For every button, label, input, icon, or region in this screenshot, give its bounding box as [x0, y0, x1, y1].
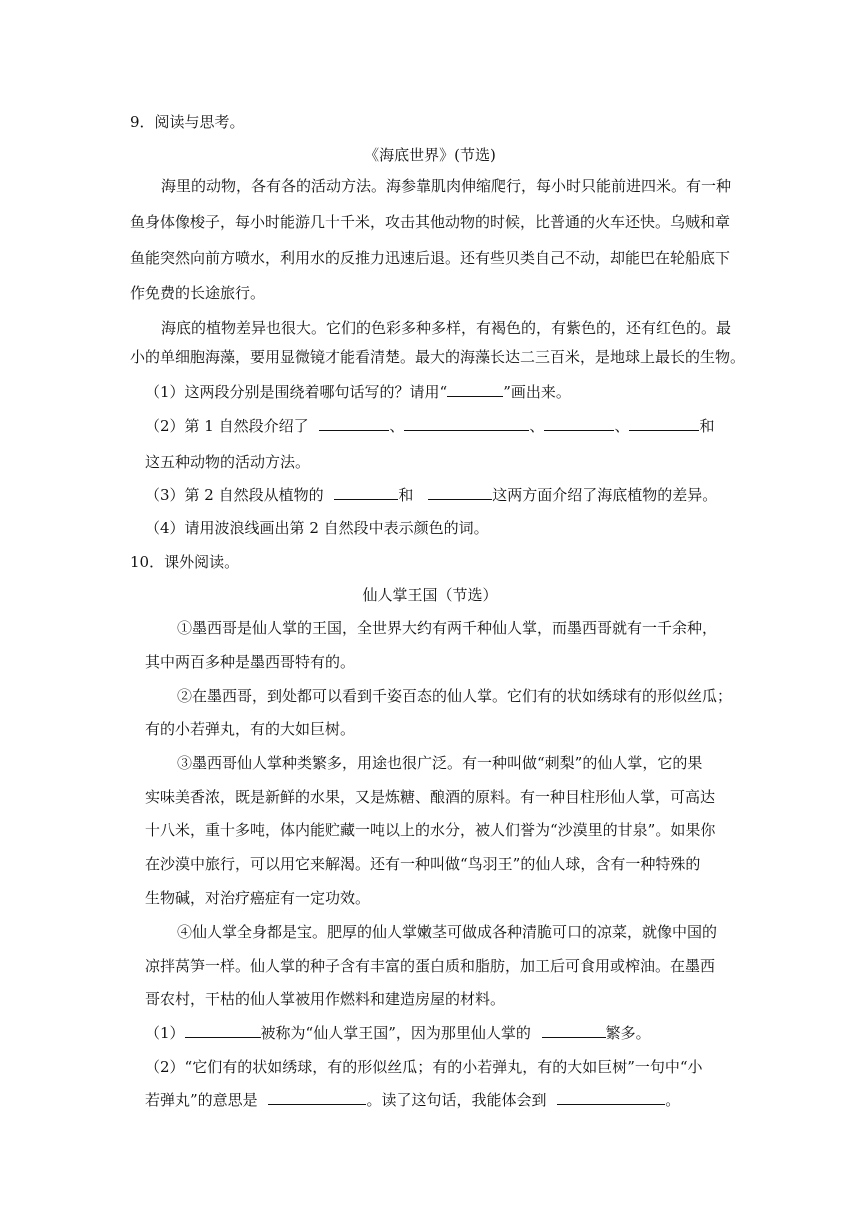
- q10-p2-line: 有的小若弹丸，有的大如巨树。: [145, 720, 356, 738]
- answer-blank[interactable]: [268, 1090, 366, 1105]
- q10-p4-line: 哥农村，干枯的仙人掌被用作燃料和建造房屋的材料。: [145, 990, 506, 1008]
- q10-p2-line: ②在墨西哥，到处都可以看到千姿百态的仙人掌。它们有的状如绣球有的形似丝瓜；: [177, 687, 733, 705]
- q10-sub2-cont: 若弹丸”的意思是 。读了这句话，我能体会到 。: [145, 1091, 681, 1109]
- q10-p3-line: 生物碱，对治疗癌症有一定功效。: [145, 889, 371, 907]
- answer-blank[interactable]: [185, 1023, 261, 1038]
- q9-p1-line: 海里的动物，各有各的活动方法。海参靠肌肉伸缩爬行，每小时只能前进四米。有一种: [161, 177, 732, 195]
- q10-heading: 10．课外阅读。: [130, 553, 240, 571]
- q10-p3-line: 十八米，重十多吨，体内能贮藏一吨以上的水分，被人们誉为“沙漠里的甘泉”。如果你: [145, 821, 716, 839]
- q10-p3-line: 在沙漠中旅行，可以用它来解渴。还有一种叫做“鸟羽王”的仙人球，含有一种特殊的: [145, 855, 701, 873]
- q10-p1-line: 其中两百多种是墨西哥特有的。: [145, 653, 356, 671]
- q10-sub1: （1） 被称为“仙人掌王国”，因为那里仙人掌的 繁多。: [145, 1024, 651, 1042]
- answer-blank[interactable]: [447, 382, 503, 397]
- q9-p2-line: 海底的植物差异也很大。它们的色彩多种多样，有褐色的，有紫色的，还有红色的。最: [161, 319, 732, 337]
- q9-sub2-cont: 这五种动物的活动方法。: [145, 453, 311, 471]
- q9-p1-line: 鱼能突然向前方喷水，利用水的反推力迅速后退。还有些贝类自己不动，却能巴在轮船底下: [130, 249, 731, 267]
- answer-blank[interactable]: [428, 485, 492, 500]
- q9-p2-line: 小的单细胞海藻，要用显微镜才能看清楚。最大的海藻长达二三百米，是地球上最长的生物。: [130, 348, 746, 366]
- q10-passage-title: 仙人掌王国（节选）: [362, 586, 498, 604]
- answer-blank[interactable]: [557, 1090, 665, 1105]
- q10-sub2: （2）“它们有的状如绣球，有的形似丝瓜；有的小若弹丸，有的大如巨树”一句中“小: [145, 1058, 703, 1076]
- answer-blank[interactable]: [542, 1023, 606, 1038]
- q10-p4-line: ④仙人掌全身都是宝。肥厚的仙人掌嫩茎可做成各种清脆可口的凉菜，就像中国的: [177, 923, 718, 941]
- q9-sub2: （2）第 1 自然段介绍了 、 、 、 和: [145, 417, 715, 435]
- q10-p1-line: ①墨西哥是仙人掌的王国，全世界大约有两千种仙人掌，而墨西哥就有一千余种，: [177, 619, 718, 637]
- q10-p4-line: 凉拌莴笋一样。仙人掌的种子含有丰富的蛋白质和脂肪，加工后可食用或榨油。在墨西: [145, 957, 716, 975]
- answer-blank[interactable]: [334, 485, 398, 500]
- q9-sub3: （3）第 2 自然段从植物的 和 这两方面介绍了海底植物的差异。: [145, 486, 718, 504]
- q9-passage-title: 《海底世界》(节选): [364, 146, 496, 164]
- q9-heading: 9．阅读与思考。: [130, 113, 245, 131]
- q10-p3-line: ③墨西哥仙人掌种类繁多，用途也很广泛。有一种叫做“刺梨”的仙人掌，它的果: [177, 754, 703, 772]
- q9-sub4: （4）请用波浪线画出第 2 自然段中表示颜色的词。: [145, 519, 489, 537]
- answer-blank[interactable]: [629, 416, 699, 431]
- answer-blank[interactable]: [544, 416, 614, 431]
- answer-blank[interactable]: [404, 416, 529, 431]
- q9-p1-line: 鱼身体像梭子，每小时能游几十千米，攻击其他动物的时候，比普通的火车还快。乌贼和章: [130, 213, 731, 231]
- answer-blank[interactable]: [319, 416, 389, 431]
- q9-sub1: （1）这两段分别是围绕着哪句话写的？请用“ ”画出来。: [145, 383, 571, 401]
- q9-p1-line: 作免费的长途旅行。: [130, 284, 266, 302]
- q10-p3-line: 实味美香浓，既是新鲜的水果，又是炼糖、酿酒的原料。有一种目柱形仙人掌，可高达: [145, 788, 716, 806]
